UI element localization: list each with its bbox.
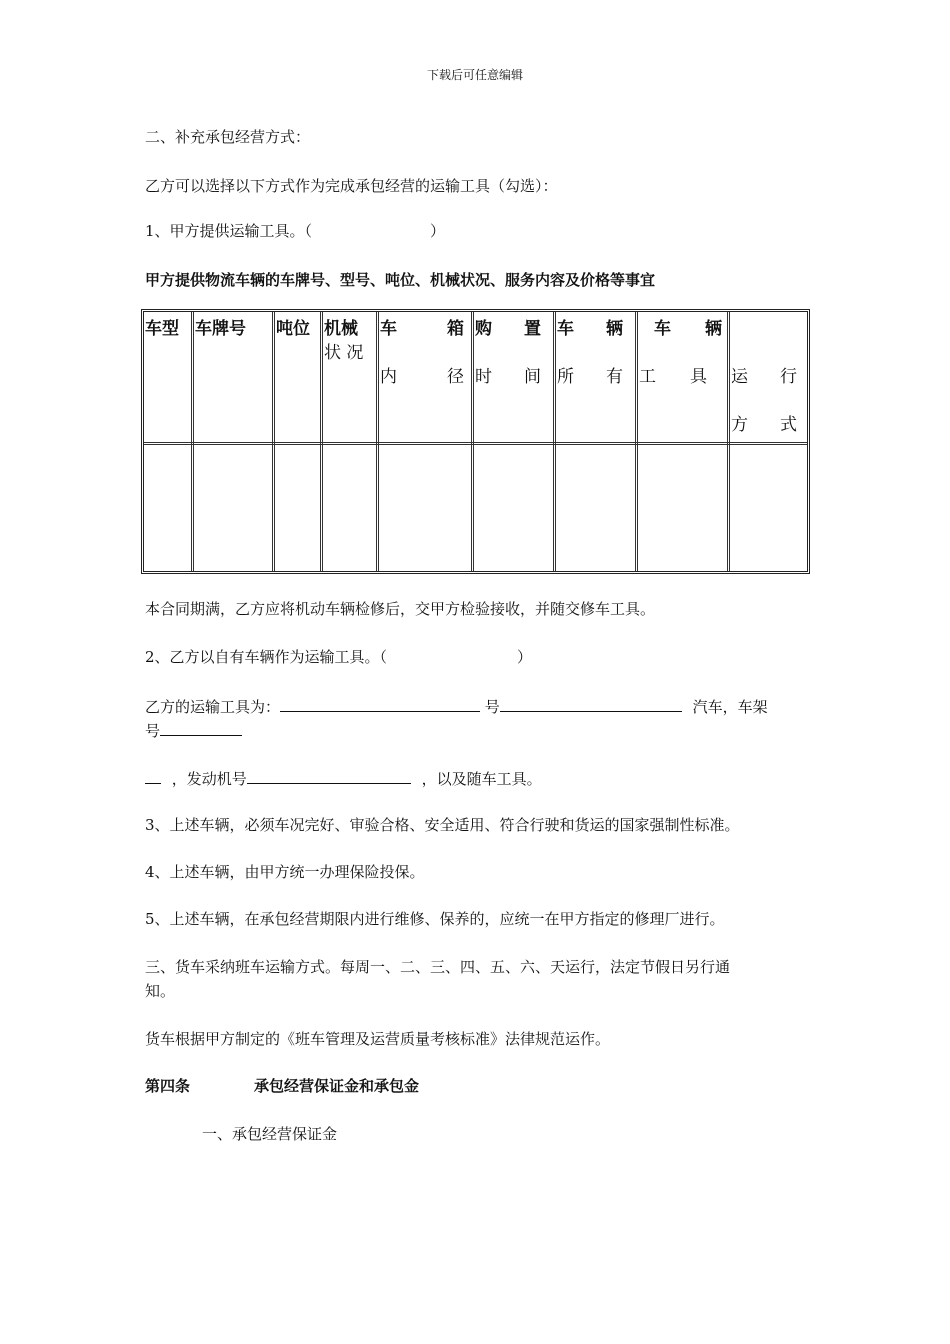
table-header-divider bbox=[144, 442, 807, 445]
vehicle-blank-1[interactable] bbox=[280, 695, 480, 712]
section-2-title: 二、补充承包经营方式： bbox=[145, 128, 311, 146]
th-operation-row1 bbox=[731, 367, 797, 387]
frame-number-blank[interactable] bbox=[160, 719, 242, 736]
th-buy-1a: 购 bbox=[475, 319, 492, 339]
item-5: 5、上述车辆，在承包经营期限内进行维修、保养的，应统一在甲方指定的修理厂进行。 bbox=[145, 910, 725, 928]
section-3-line1: 三、货车采纳班车运输方式。每周一、二、三、四、五、六、天运行，法定节假日另行通 bbox=[145, 958, 731, 976]
th-mechanical-1: 机械 bbox=[324, 319, 358, 339]
th-tool-1a: 车 bbox=[654, 319, 671, 339]
th-box-row1 bbox=[380, 319, 464, 339]
th-run-1a: 运 bbox=[731, 367, 748, 387]
th-box-row2 bbox=[380, 367, 464, 387]
th-own-2a: 所 bbox=[557, 367, 574, 387]
section-3-line2: 知。 bbox=[145, 982, 176, 1000]
vehicle-prefix: 乙方的运输工具为： bbox=[145, 698, 281, 716]
engine-number-blank[interactable] bbox=[247, 767, 411, 784]
option-1-close: ） bbox=[430, 222, 446, 240]
engine-suffix: ，以及随车工具。 bbox=[421, 770, 542, 788]
th-run-1b: 行 bbox=[780, 367, 797, 387]
sub-section-1: 一、承包经营保证金 bbox=[202, 1125, 338, 1143]
frame-number-line bbox=[145, 719, 242, 741]
th-owner-row2 bbox=[557, 367, 623, 387]
th-vehicle-type: 车型 bbox=[145, 319, 179, 339]
option-2-close: ） bbox=[517, 648, 533, 666]
vehicle-suffix: 汽车，车架 bbox=[692, 698, 768, 716]
th-tool-2b: 具 bbox=[690, 367, 707, 387]
th-owner-row1 bbox=[557, 319, 623, 339]
th-run-2b: 式 bbox=[780, 415, 797, 435]
th-purchase-row2 bbox=[475, 367, 541, 387]
th-run-2a: 方 bbox=[731, 415, 748, 435]
th-buy-1b: 置 bbox=[524, 319, 541, 339]
option-1-label: 1、甲方提供运输工具。（ bbox=[145, 222, 313, 240]
th-buy-2a: 时 bbox=[475, 367, 492, 387]
th-own-1b: 辆 bbox=[606, 319, 623, 339]
item-3: 3、上述车辆，必须车况完好、审验合格、安全适用、符合行驶和货运的国家强制性标准。 bbox=[145, 816, 740, 834]
th-box-1b: 箱 bbox=[447, 319, 464, 339]
vehicle-table bbox=[141, 309, 810, 574]
th-plate-number: 车牌号 bbox=[195, 319, 246, 339]
th-box-2a: 内 bbox=[380, 367, 397, 387]
th-box-1a: 车 bbox=[380, 319, 397, 339]
th-tools-row2 bbox=[639, 367, 707, 387]
option-2 bbox=[145, 647, 532, 667]
th-mechanical-2: 状 况 bbox=[324, 343, 364, 363]
engine-line bbox=[145, 767, 542, 789]
th-purchase-row1 bbox=[475, 319, 541, 339]
th-tools-row1 bbox=[654, 319, 722, 339]
table-caption: 甲方提供物流车辆的车牌号、型号、吨位、机械状况、服务内容及价格等事宜 bbox=[145, 271, 656, 289]
th-buy-2b: 间 bbox=[524, 367, 541, 387]
th-tool-1b: 辆 bbox=[705, 319, 722, 339]
frame-number-blank-cont[interactable] bbox=[145, 767, 161, 784]
th-operation-row2 bbox=[731, 415, 797, 435]
th-own-2b: 有 bbox=[606, 367, 623, 387]
frame-number-label: 号 bbox=[145, 722, 161, 740]
rule-text: 货车根据甲方制定的《班车管理及运营质量考核标准》法律规范运作。 bbox=[145, 1030, 611, 1048]
choose-instruction: 乙方可以选择以下方式作为完成承包经营的运输工具（勾选）： bbox=[145, 177, 558, 195]
vehicle-mid: 号 bbox=[484, 698, 500, 716]
th-tonnage: 吨位 bbox=[276, 319, 310, 339]
article-4-number: 第四条 bbox=[145, 1077, 191, 1095]
option-2-label: 2、乙方以自有车辆作为运输工具。（ bbox=[145, 648, 388, 666]
th-tool-2a: 工 bbox=[639, 367, 656, 387]
vehicle-blank-2[interactable] bbox=[500, 695, 682, 712]
th-own-1a: 车 bbox=[557, 319, 574, 339]
item-4: 4、上述车辆，由甲方统一办理保险投保。 bbox=[145, 863, 425, 881]
article-4-title: 承包经营保证金和承包金 bbox=[254, 1077, 420, 1095]
option-1 bbox=[145, 221, 445, 241]
page-header: 下载后可任意编辑 bbox=[426, 68, 523, 82]
th-box-2b: 径 bbox=[447, 367, 464, 387]
engine-prefix: ，发动机号 bbox=[171, 770, 247, 788]
expiry-clause: 本合同期满，乙方应将机动车辆检修后，交甲方检验接收，并随交修车工具。 bbox=[145, 600, 656, 618]
vehicle-line bbox=[145, 695, 768, 717]
